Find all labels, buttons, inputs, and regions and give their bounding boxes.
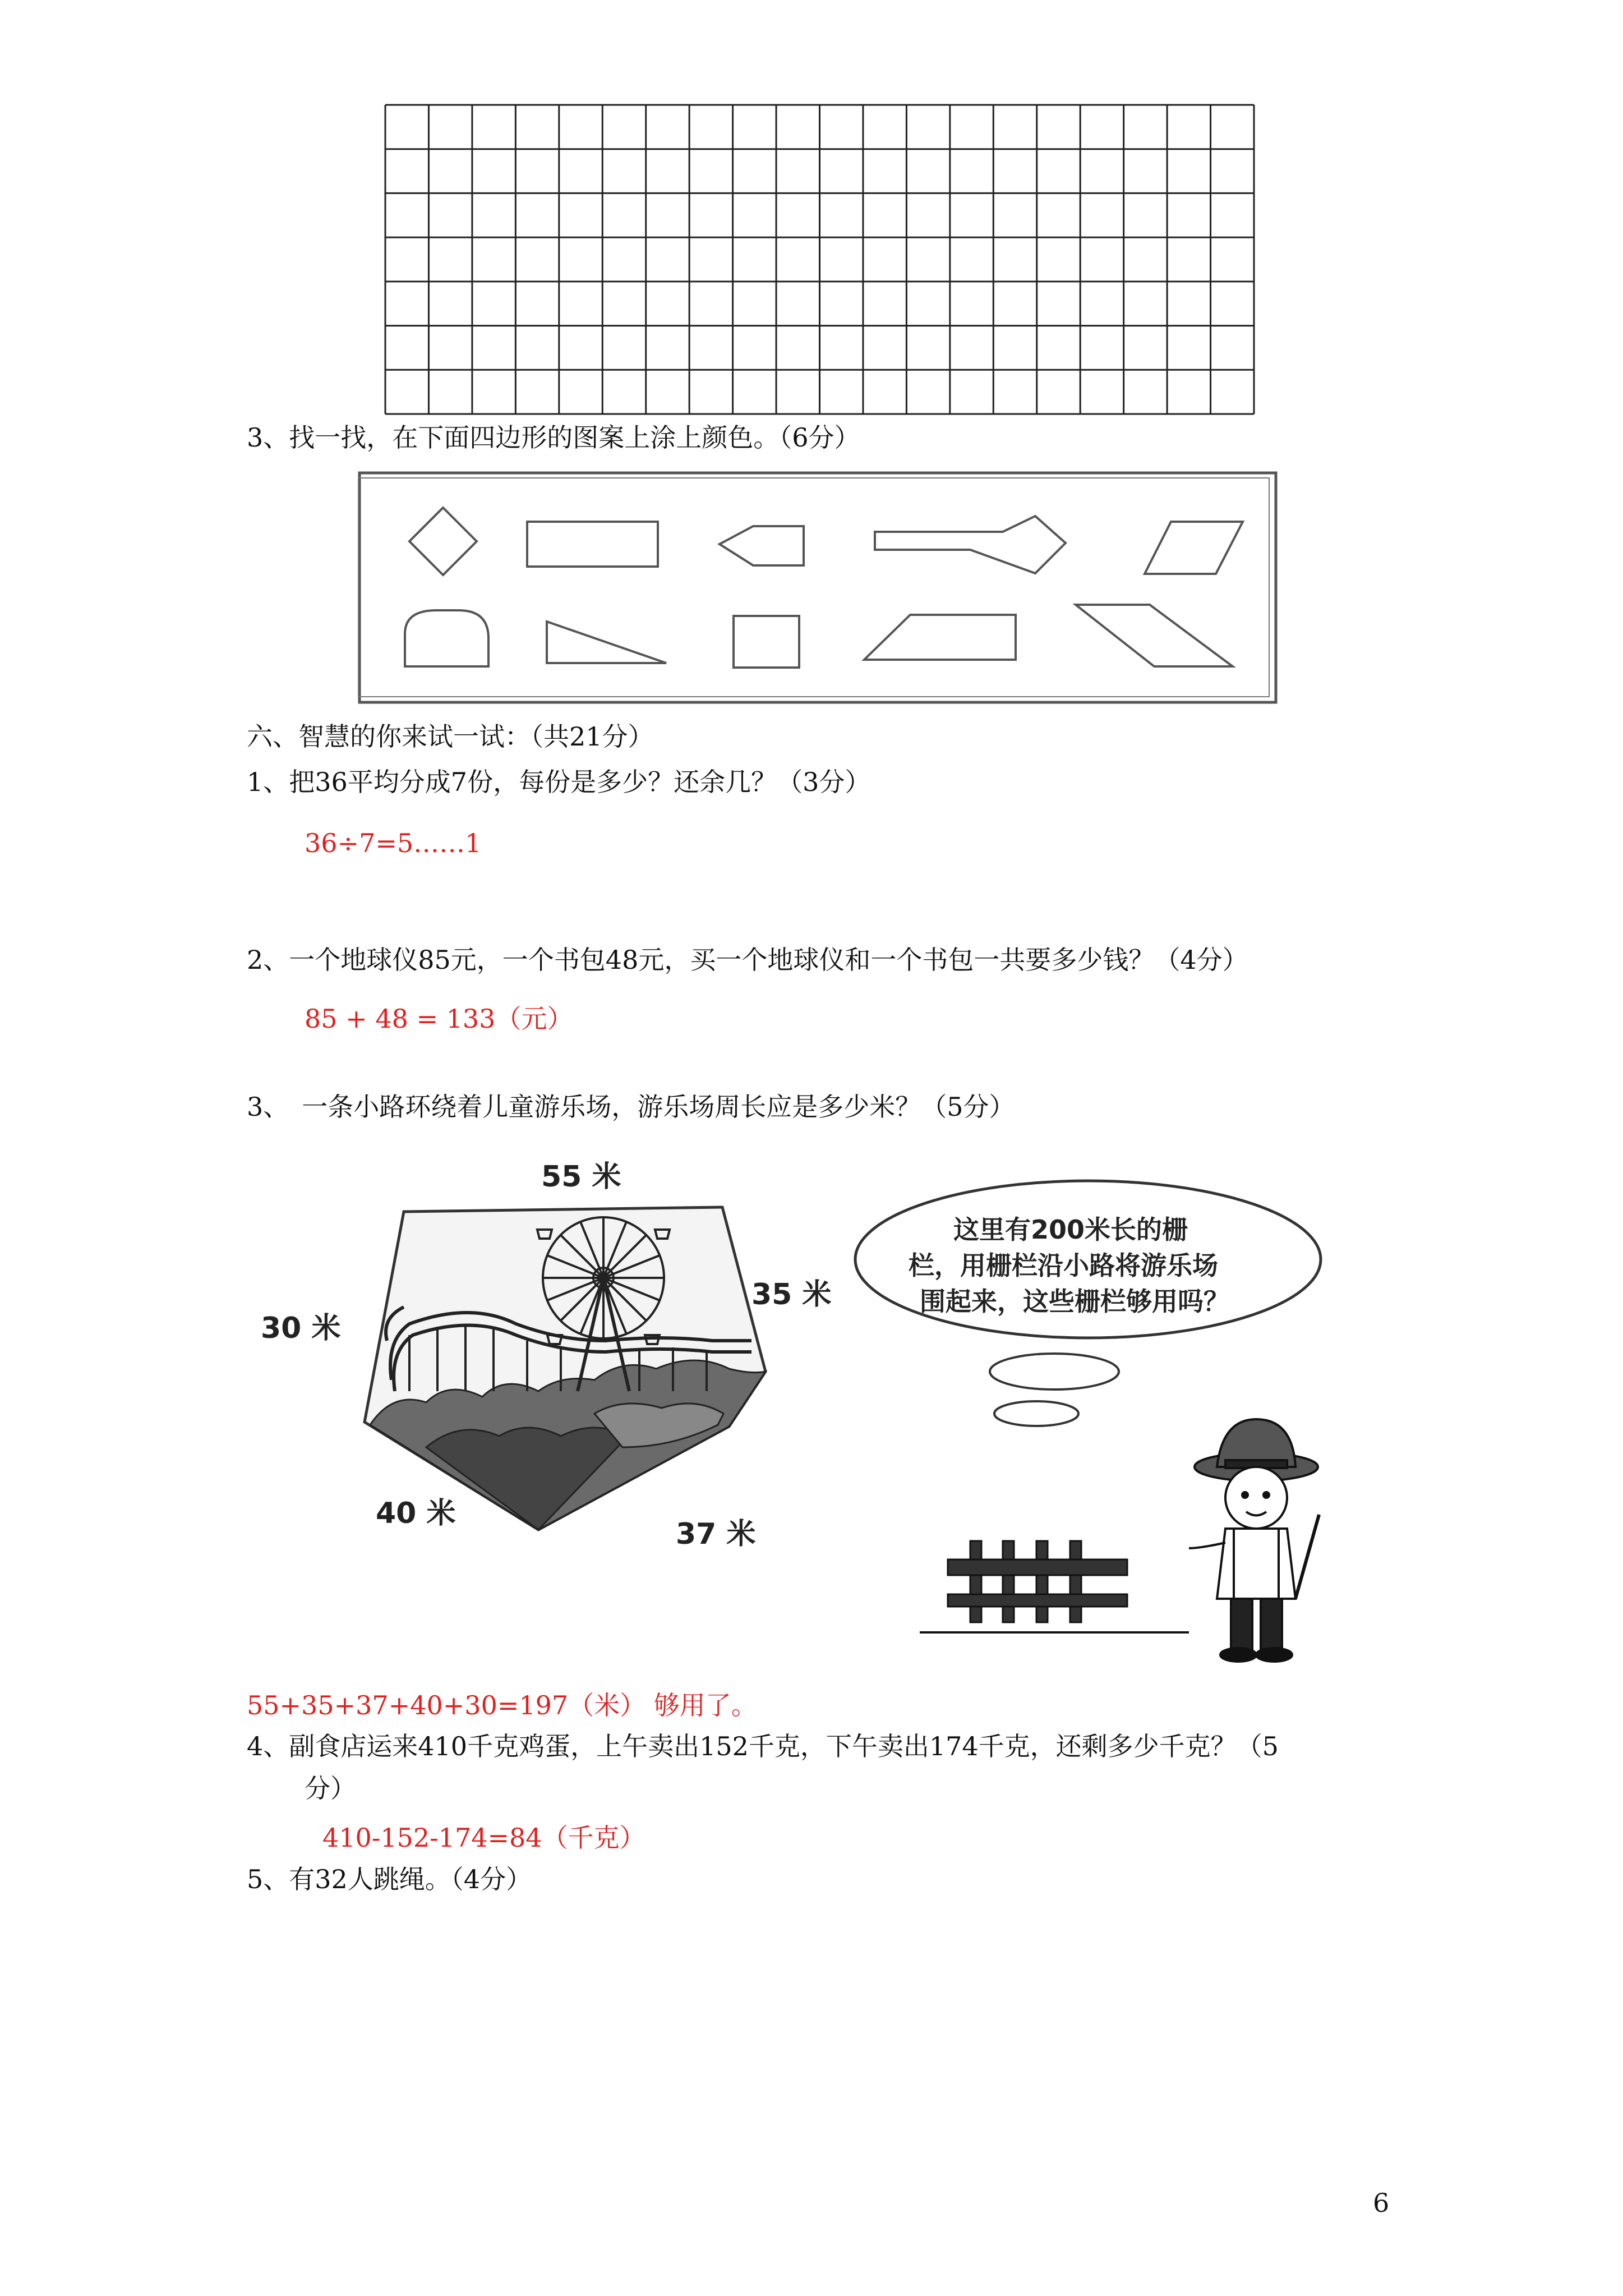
shapes-panel (358, 471, 1278, 704)
thought-bubble-large (990, 1354, 1119, 1389)
bubble-line-1: 这里有200米长的栅 (953, 1214, 1188, 1245)
section-6-title: 六、智慧的你来试一试：（共21分） (247, 721, 654, 752)
playground-illustration (359, 1156, 1391, 1677)
pentagon-arrow-shape (720, 526, 804, 565)
playground-figure (261, 1156, 1391, 1677)
side-label-right: 35 米 (751, 1278, 832, 1312)
problem-4-question-line-1: 4、副食店运来410千克鸡蛋，上午卖出152千克，下午卖出174千克，还剩多少千克？（5 (247, 1731, 1279, 1761)
paddle-shape (875, 516, 1066, 573)
thought-bubble-small (994, 1401, 1078, 1426)
trapezoid-shape (864, 615, 1016, 660)
parallelogram-shape (1145, 522, 1243, 574)
bubble-line-3: 围起来，这些栅栏够用吗？ (920, 1286, 1229, 1317)
arch-shape (405, 610, 488, 666)
side-label-left: 30 米 (261, 1312, 341, 1345)
side-label-bottom-left: 40 米 (376, 1497, 456, 1530)
problem-2-question: 2、一个地球仪85元，一个书包48元，买一个地球仪和一个书包一共要多少钱？（4分） (247, 945, 1248, 975)
diamond-shape (409, 508, 477, 575)
problem-3-answer: 55+35+37+40+30=197（米） 够用了。 (247, 1690, 757, 1720)
square-shape (734, 616, 799, 668)
question-3-shapes: 3、找一找，在下面四边形的图案上涂上颜色。（6分） (247, 422, 860, 453)
shapes-frame-border (359, 473, 1276, 702)
bubble-line-2: 栏，用栅栏沿小路将游乐场 (909, 1250, 1218, 1281)
shapes-drawing (358, 471, 1278, 704)
right-triangle-shape (547, 622, 666, 663)
writing-grid (384, 104, 1255, 415)
problem-1-question: 1、把36平均分成7份，每份是多少？还余几？（3分） (247, 767, 871, 797)
problem-2-answer: 85 + 48 = 133（元） (305, 1004, 573, 1034)
page-number: 6 (1373, 2188, 1390, 2218)
shapes-frame-inner (358, 478, 1269, 697)
rectangle-shape (527, 522, 658, 567)
slanted-parallelogram-shape (1076, 605, 1233, 666)
side-label-top: 55 米 (541, 1160, 621, 1194)
grid-lines (384, 104, 1255, 415)
problem-4-answer: 410-152-174=84（千克） (322, 1823, 645, 1853)
problem-1-answer: 36÷7=5……1 (305, 828, 482, 858)
fence (920, 1541, 1189, 1632)
problem-4-question-line-2: 分） (305, 1773, 356, 1803)
boy-figure (1189, 1419, 1319, 1662)
problem-5-question: 5、有32人跳绳。（4分） (247, 1864, 532, 1894)
problem-3-question: 3、 一条小路环绕着儿童游乐场，游乐场周长应是多少米？（5分） (247, 1092, 1015, 1122)
side-label-bottom-right: 37 米 (676, 1517, 756, 1551)
